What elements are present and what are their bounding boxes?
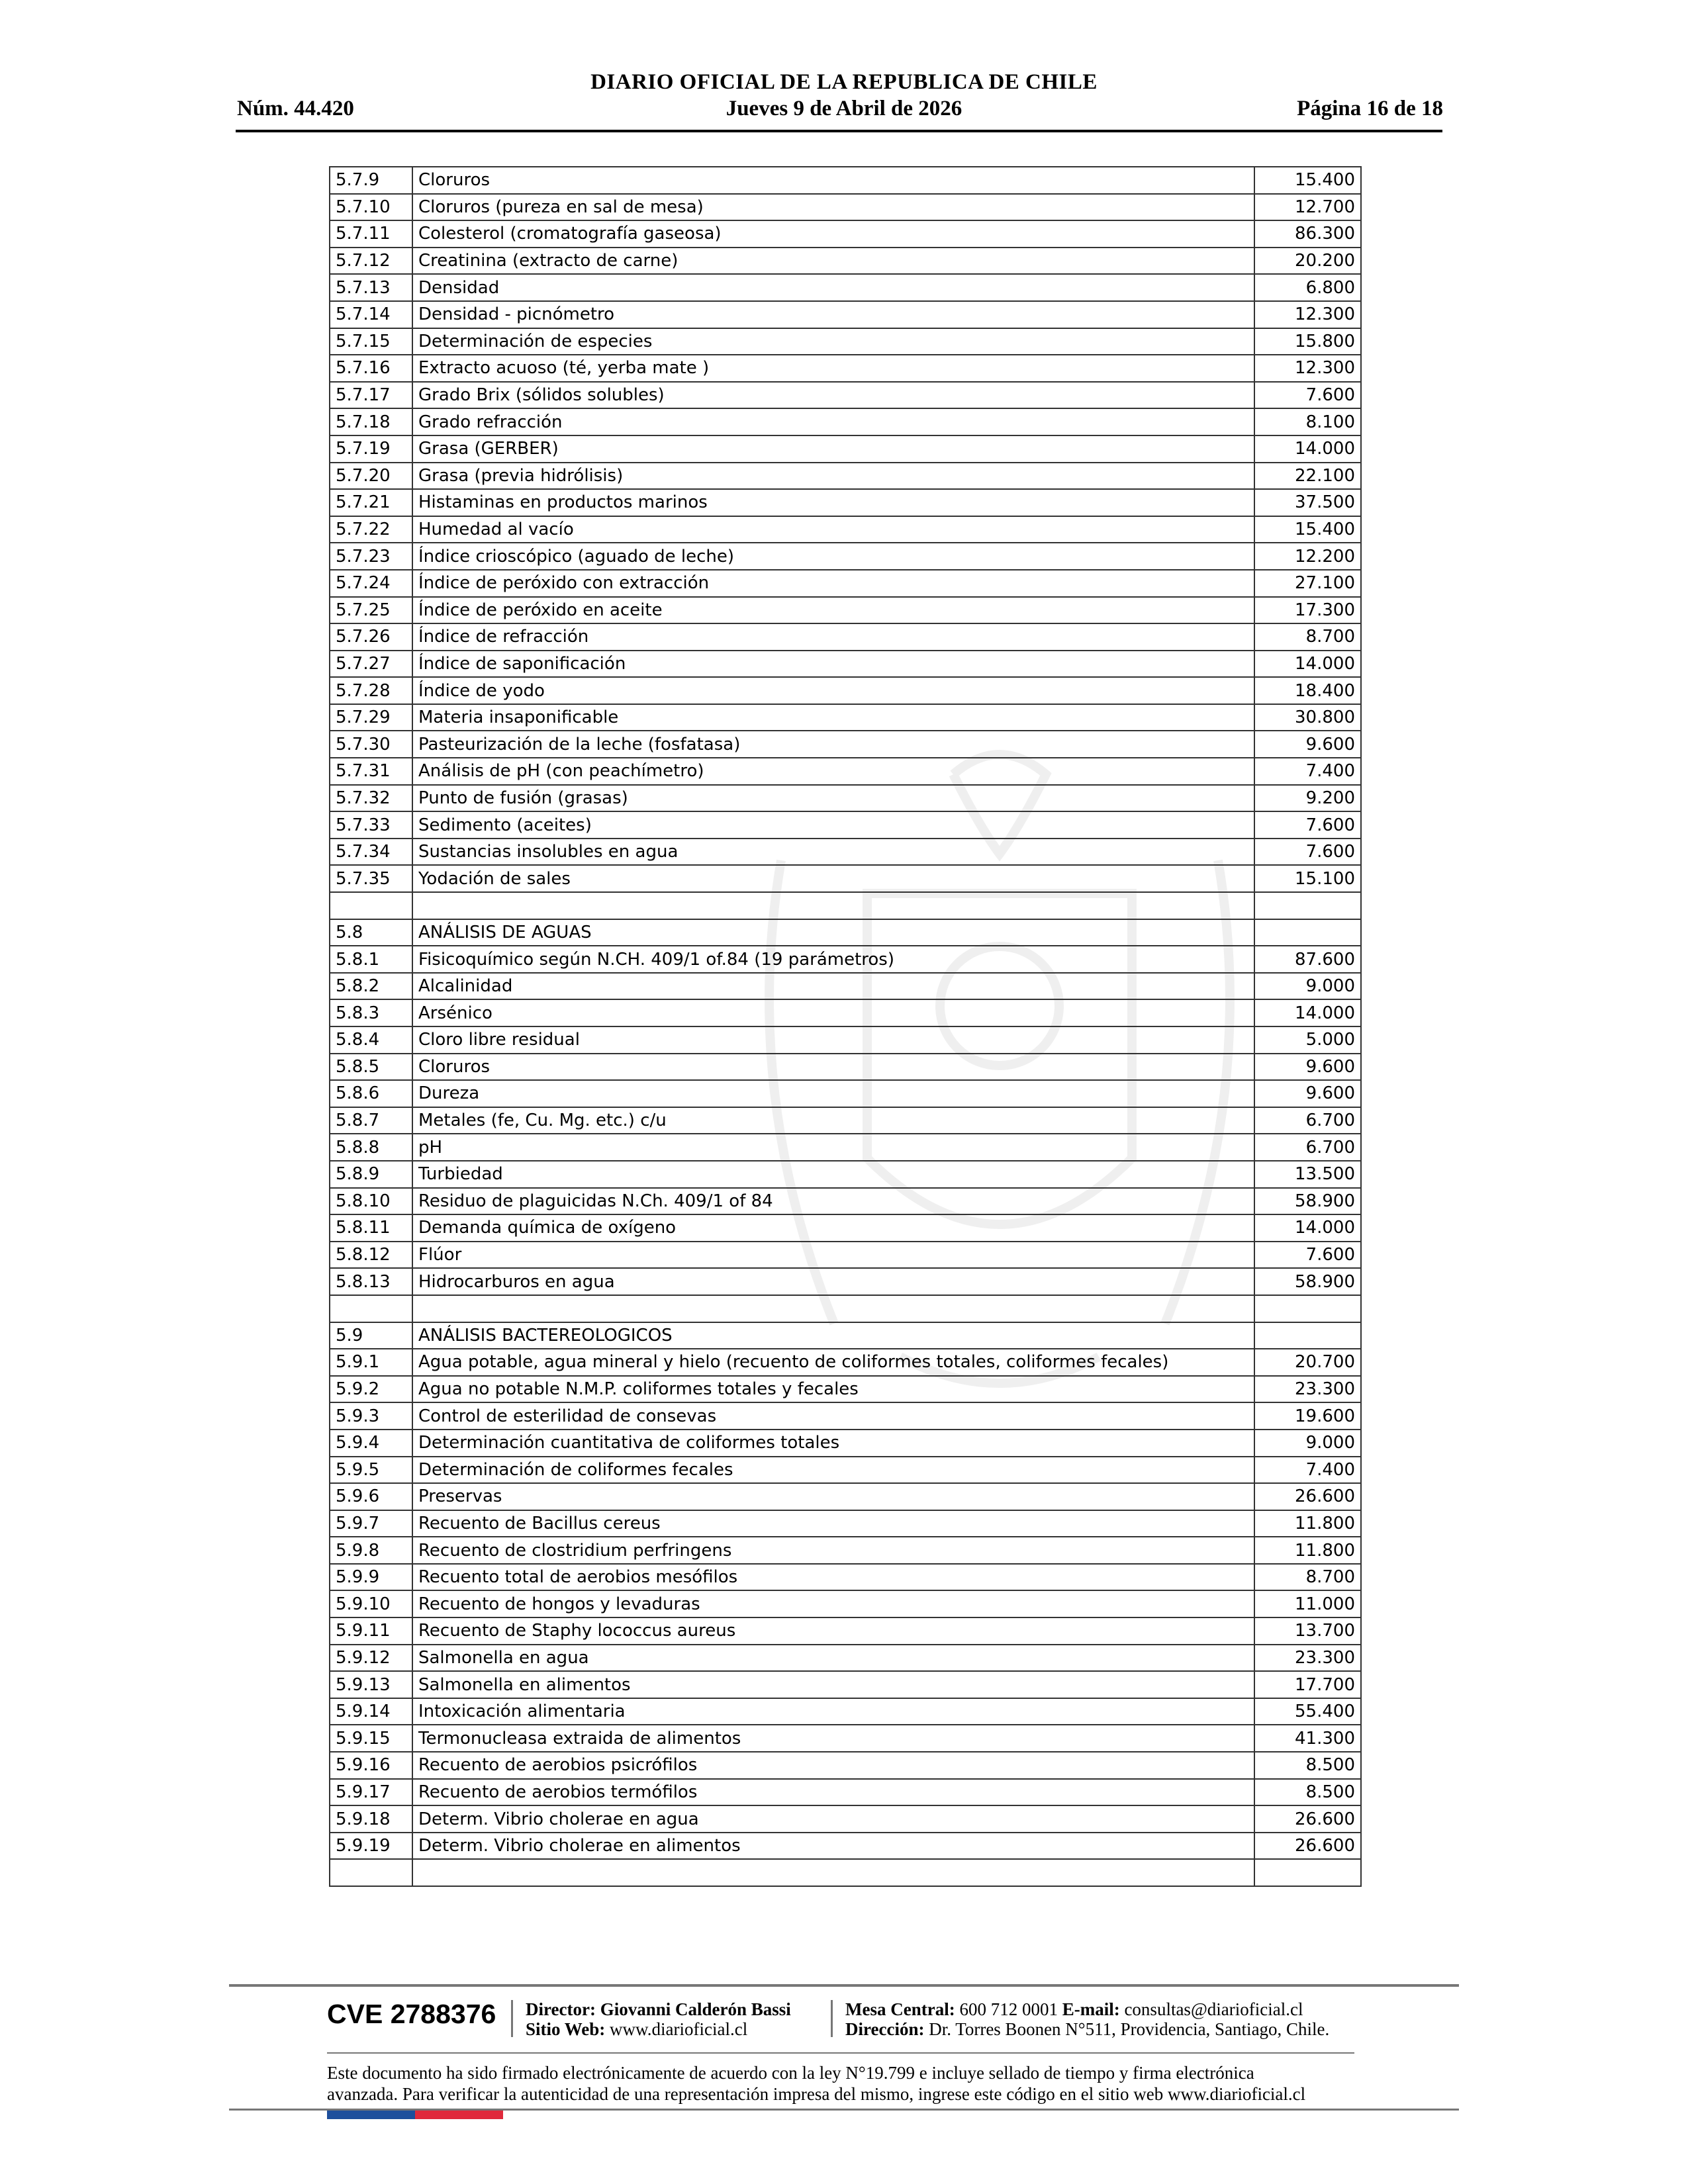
table-row: [330, 785, 1361, 812]
contact-info: [845, 1999, 1329, 2039]
item-description: Colesterol (cromatografía gaseosa): [412, 220, 1254, 248]
item-price: 7.600: [1254, 382, 1361, 409]
item-description: Turbiedad: [412, 1161, 1254, 1188]
item-description: Yodación de sales: [412, 865, 1254, 892]
table-row: [330, 1859, 1361, 1886]
table-row: [330, 435, 1361, 463]
publication-title: DIARIO OFICIAL DE LA REPUBLICA DE CHILE: [590, 70, 1098, 94]
item-price: [1254, 1859, 1361, 1886]
page-indicator: Página 16 de 18: [1297, 97, 1443, 120]
item-code: 5.7.31: [330, 758, 412, 785]
table-row: [330, 1537, 1361, 1564]
item-code: 5.7.24: [330, 570, 412, 597]
web-label: Sitio Web:: [526, 2019, 606, 2039]
item-price: [1254, 892, 1361, 919]
table-row: [330, 1134, 1361, 1161]
item-description: Recuento de Bacillus cereus: [412, 1510, 1254, 1537]
item-description: Control de esterilidad de consevas: [412, 1402, 1254, 1430]
item-code: 5.9.3: [330, 1402, 412, 1430]
item-price: 9.000: [1254, 1430, 1361, 1457]
table-row: [330, 1671, 1361, 1698]
item-code: 5.9.9: [330, 1564, 412, 1591]
table-row: [330, 1054, 1361, 1081]
item-price: 41.300: [1254, 1725, 1361, 1752]
director-label: Director:: [526, 1999, 596, 2019]
item-code: 5.7.13: [330, 274, 412, 301]
item-price: 18.400: [1254, 677, 1361, 704]
item-code: 5.9.15: [330, 1725, 412, 1752]
item-code: 5.7.30: [330, 731, 412, 758]
table-row: [330, 1483, 1361, 1510]
email-label: E-mail:: [1062, 1999, 1120, 2019]
item-description: Recuento de aerobios psicrófilos: [412, 1752, 1254, 1779]
item-price: 14.000: [1254, 1214, 1361, 1242]
address-value: Dr. Torres Boonen N°511, Providencia, Santiago, Chile.: [929, 2019, 1330, 2039]
item-code: 5.8.8: [330, 1134, 412, 1161]
item-price: [1254, 1322, 1361, 1349]
table-row: [330, 1268, 1361, 1295]
item-description: Intoxicación alimentaria: [412, 1698, 1254, 1725]
item-description: Índice de peróxido con extracción: [412, 570, 1254, 597]
item-description: Recuento de clostridium perfringens: [412, 1537, 1254, 1564]
item-description: [412, 892, 1254, 919]
item-code: 5.8.5: [330, 1054, 412, 1081]
email-link[interactable]: consultas@diarioficial.cl: [1124, 1999, 1303, 2019]
table-row: [330, 839, 1361, 866]
item-description: ANÁLISIS BACTEREOLOGICOS: [412, 1322, 1254, 1349]
item-price: 7.600: [1254, 839, 1361, 866]
item-description: Índice crioscópico (aguado de leche): [412, 543, 1254, 570]
table-row: [330, 1188, 1361, 1215]
item-price: 11.000: [1254, 1590, 1361, 1617]
item-code: 5.9.8: [330, 1537, 412, 1564]
item-description: Índice de refracción: [412, 623, 1254, 651]
director-info: [526, 1999, 791, 2039]
table-row: [330, 167, 1361, 194]
item-description: Cloruros: [412, 167, 1254, 194]
item-description: Grasa (previa hidrólisis): [412, 463, 1254, 490]
item-code: 5.7.21: [330, 489, 412, 516]
item-price: 17.300: [1254, 597, 1361, 624]
item-price: 23.300: [1254, 1645, 1361, 1672]
item-code: 5.7.20: [330, 463, 412, 490]
item-description: Determ. Vibrio cholerae en alimentos: [412, 1833, 1254, 1860]
item-code: 5.9.13: [330, 1671, 412, 1698]
item-code: 5.9.6: [330, 1483, 412, 1510]
item-code: [330, 892, 412, 919]
table-row: [330, 1295, 1361, 1322]
phone-label: Mesa Central:: [845, 1999, 955, 2019]
item-description: Creatinina (extracto de carne): [412, 248, 1254, 275]
table-row: [330, 274, 1361, 301]
table-row: [330, 463, 1361, 490]
item-description: Grasa (GERBER): [412, 435, 1254, 463]
item-price: 7.600: [1254, 1242, 1361, 1269]
table-row: [330, 301, 1361, 328]
table-row: [330, 1402, 1361, 1430]
item-code: 5.7.14: [330, 301, 412, 328]
item-price: 86.300: [1254, 220, 1361, 248]
item-price: 12.200: [1254, 543, 1361, 570]
table-row: [330, 570, 1361, 597]
item-code: 5.7.34: [330, 839, 412, 866]
item-price: 15.100: [1254, 865, 1361, 892]
item-code: 5.7.11: [330, 220, 412, 248]
item-code: 5.7.32: [330, 785, 412, 812]
item-price: 9.200: [1254, 785, 1361, 812]
item-description: Recuento de hongos y levaduras: [412, 1590, 1254, 1617]
table-row: [330, 194, 1361, 221]
item-code: 5.9.19: [330, 1833, 412, 1860]
item-price: 8.700: [1254, 1564, 1361, 1591]
footer-divider-top: [229, 1984, 1459, 1987]
item-code: 5.9.2: [330, 1376, 412, 1403]
item-price: 37.500: [1254, 489, 1361, 516]
item-code: 5.7.26: [330, 623, 412, 651]
item-price: 11.800: [1254, 1510, 1361, 1537]
item-price: 12.300: [1254, 355, 1361, 382]
item-description: Pasteurización de la leche (fosfatasa): [412, 731, 1254, 758]
item-code: 5.9.11: [330, 1617, 412, 1645]
table-row: [330, 1457, 1361, 1484]
item-code: 5.7.9: [330, 167, 412, 194]
table-row: [330, 1161, 1361, 1188]
item-price: 8.500: [1254, 1752, 1361, 1779]
item-price: 5.000: [1254, 1026, 1361, 1054]
item-price: 7.600: [1254, 811, 1361, 839]
item-price: 8.100: [1254, 408, 1361, 435]
item-code: 5.9.10: [330, 1590, 412, 1617]
table-row: [330, 1645, 1361, 1672]
item-description: Recuento de Staphy lococcus aureus: [412, 1617, 1254, 1645]
item-code: 5.8.12: [330, 1242, 412, 1269]
item-code: 5.7.15: [330, 328, 412, 355]
item-code: 5.7.22: [330, 516, 412, 543]
table-row: [330, 731, 1361, 758]
item-description: Cloro libre residual: [412, 1026, 1254, 1054]
issue-date: Jueves 9 de Abril de 2026: [726, 97, 962, 120]
item-description: [412, 1859, 1254, 1886]
item-description: Metales (fe, Cu. Mg. etc.) c/u: [412, 1107, 1254, 1134]
item-price: 12.300: [1254, 301, 1361, 328]
item-code: [330, 1859, 412, 1886]
table-row: [330, 677, 1361, 704]
item-description: Índice de yodo: [412, 677, 1254, 704]
flag-stripe-red: [415, 2111, 503, 2119]
item-description: Grado refracción: [412, 408, 1254, 435]
item-code: 5.8: [330, 919, 412, 946]
item-price: 8.500: [1254, 1779, 1361, 1806]
item-code: 5.7.23: [330, 543, 412, 570]
item-code: 5.8.3: [330, 999, 412, 1026]
item-description: Grado Brix (sólidos solubles): [412, 382, 1254, 409]
item-price: 58.900: [1254, 1188, 1361, 1215]
item-code: 5.8.7: [330, 1107, 412, 1134]
table-row: [330, 892, 1361, 919]
table-row: [330, 999, 1361, 1026]
table-row: [330, 946, 1361, 973]
item-description: Salmonella en agua: [412, 1645, 1254, 1672]
item-price: 20.700: [1254, 1349, 1361, 1376]
item-description: [412, 1295, 1254, 1322]
table-row: [330, 1026, 1361, 1054]
item-price: 9.600: [1254, 731, 1361, 758]
table-row: [330, 651, 1361, 678]
director-name: Giovanni Calderón Bassi: [600, 1999, 791, 2019]
flag-stripe-blue: [327, 2111, 415, 2119]
item-price: 26.600: [1254, 1833, 1361, 1860]
table-row: [330, 1107, 1361, 1134]
item-code: 5.8.10: [330, 1188, 412, 1215]
item-code: 5.9.14: [330, 1698, 412, 1725]
item-price: 9.600: [1254, 1080, 1361, 1107]
table-row: [330, 1617, 1361, 1645]
item-description: Cloruros: [412, 1054, 1254, 1081]
table-row: [330, 1698, 1361, 1725]
item-price: 23.300: [1254, 1376, 1361, 1403]
table-row: [330, 382, 1361, 409]
item-description: Determ. Vibrio cholerae en agua: [412, 1805, 1254, 1833]
item-code: 5.7.35: [330, 865, 412, 892]
item-price: 17.700: [1254, 1671, 1361, 1698]
item-code: 5.8.11: [330, 1214, 412, 1242]
item-price: [1254, 1295, 1361, 1322]
issue-number: Núm. 44.420: [237, 97, 354, 120]
table-row: [330, 623, 1361, 651]
item-description: Salmonella en alimentos: [412, 1671, 1254, 1698]
item-price: 9.000: [1254, 973, 1361, 1000]
item-description: Análisis de pH (con peachímetro): [412, 758, 1254, 785]
item-price: 15.400: [1254, 516, 1361, 543]
item-code: 5.7.33: [330, 811, 412, 839]
item-price: 30.800: [1254, 704, 1361, 731]
item-code: 5.7.27: [330, 651, 412, 678]
footer-divider-mid: [327, 2052, 1354, 2054]
table-row: [330, 1430, 1361, 1457]
header-divider: [236, 130, 1442, 132]
table-row: [330, 1080, 1361, 1107]
table-row: [330, 1779, 1361, 1806]
item-price: 15.400: [1254, 167, 1361, 194]
item-code: 5.9: [330, 1322, 412, 1349]
item-description: Densidad - picnómetro: [412, 301, 1254, 328]
item-description: Determinación de especies: [412, 328, 1254, 355]
item-code: 5.9.5: [330, 1457, 412, 1484]
item-description: Agua potable, agua mineral y hielo (recuento de coliformes totales, coliformes fecales): [412, 1349, 1254, 1376]
table-row: [330, 1752, 1361, 1779]
table-row: [330, 1805, 1361, 1833]
item-price: 6.800: [1254, 274, 1361, 301]
item-price: 7.400: [1254, 758, 1361, 785]
table-row: [330, 1564, 1361, 1591]
signature-note-line: Este documento ha sido firmado electrónicamente de acuerdo con la ley N°19.799 e incluye sellado de tiempo y firma electrónica: [327, 2063, 1254, 2083]
item-description: Dureza: [412, 1080, 1254, 1107]
item-price: 20.200: [1254, 248, 1361, 275]
item-code: 5.7.10: [330, 194, 412, 221]
item-description: Índice de saponificación: [412, 651, 1254, 678]
item-price: 13.700: [1254, 1617, 1361, 1645]
item-price: 6.700: [1254, 1134, 1361, 1161]
item-price: 14.000: [1254, 435, 1361, 463]
table-row: [330, 973, 1361, 1000]
item-description: Recuento total de aerobios mesófilos: [412, 1564, 1254, 1591]
item-code: 5.7.25: [330, 597, 412, 624]
item-description: Alcalinidad: [412, 973, 1254, 1000]
item-description: Humedad al vacío: [412, 516, 1254, 543]
table-row: [330, 758, 1361, 785]
item-price: 26.600: [1254, 1805, 1361, 1833]
item-code: 5.8.2: [330, 973, 412, 1000]
item-code: 5.9.17: [330, 1779, 412, 1806]
item-description: Recuento de aerobios termófilos: [412, 1779, 1254, 1806]
item-price: 11.800: [1254, 1537, 1361, 1564]
table-row: [330, 1376, 1361, 1403]
table-row: [330, 1590, 1361, 1617]
item-description: ANÁLISIS DE AGUAS: [412, 919, 1254, 946]
table-row: [330, 248, 1361, 275]
item-description: Preservas: [412, 1483, 1254, 1510]
table-row: [330, 328, 1361, 355]
web-link[interactable]: www.diarioficial.cl: [610, 2019, 748, 2039]
item-code: 5.7.16: [330, 355, 412, 382]
item-price: 14.000: [1254, 999, 1361, 1026]
table-row: [330, 355, 1361, 382]
table-row: [330, 1322, 1361, 1349]
table-row: [330, 597, 1361, 624]
signature-note: [327, 2062, 1360, 2105]
item-price: 7.400: [1254, 1457, 1361, 1484]
table-row: [330, 1833, 1361, 1860]
item-code: 5.8.1: [330, 946, 412, 973]
item-description: Hidrocarburos en agua: [412, 1268, 1254, 1295]
item-price: 87.600: [1254, 946, 1361, 973]
signature-note-line: avanzada. Para verificar la autenticidad de una representación impresa del mismo, ingrese este código en el sitio web www.diarioficial.cl: [327, 2084, 1306, 2104]
table-row: [330, 1214, 1361, 1242]
table-row: [330, 408, 1361, 435]
item-code: 5.7.12: [330, 248, 412, 275]
footer-separator: [831, 2000, 833, 2037]
item-description: pH: [412, 1134, 1254, 1161]
item-code: 5.8.9: [330, 1161, 412, 1188]
item-price: 13.500: [1254, 1161, 1361, 1188]
item-description: Densidad: [412, 274, 1254, 301]
item-code: 5.9.18: [330, 1805, 412, 1833]
table-row: [330, 811, 1361, 839]
item-price: 26.600: [1254, 1483, 1361, 1510]
item-price: 9.600: [1254, 1054, 1361, 1081]
table-row: [330, 919, 1361, 946]
item-price: 27.100: [1254, 570, 1361, 597]
tariff-table: [329, 166, 1362, 1887]
item-description: Determinación cuantitativa de coliformes totales: [412, 1430, 1254, 1457]
item-description: Sedimento (aceites): [412, 811, 1254, 839]
item-code: 5.9.16: [330, 1752, 412, 1779]
table-row: [330, 1242, 1361, 1269]
item-price: 12.700: [1254, 194, 1361, 221]
item-code: 5.7.17: [330, 382, 412, 409]
item-description: Residuo de plaguicidas N.Ch. 409/1 of 84: [412, 1188, 1254, 1215]
item-description: Cloruros (pureza en sal de mesa): [412, 194, 1254, 221]
table-row: [330, 704, 1361, 731]
item-code: 5.9.1: [330, 1349, 412, 1376]
item-price: 19.600: [1254, 1402, 1361, 1430]
table-row: [330, 865, 1361, 892]
item-code: 5.8.13: [330, 1268, 412, 1295]
item-description: Punto de fusión (grasas): [412, 785, 1254, 812]
item-code: 5.7.19: [330, 435, 412, 463]
footer-separator: [511, 2000, 513, 2037]
item-code: 5.7.29: [330, 704, 412, 731]
table-row: [330, 489, 1361, 516]
table-row: [330, 543, 1361, 570]
item-price: 58.900: [1254, 1268, 1361, 1295]
item-description: Materia insaponificable: [412, 704, 1254, 731]
table-row: [330, 1510, 1361, 1537]
item-code: [330, 1295, 412, 1322]
item-price: 22.100: [1254, 463, 1361, 490]
item-description: Termonucleasa extraida de alimentos: [412, 1725, 1254, 1752]
item-description: Flúor: [412, 1242, 1254, 1269]
item-description: Sustancias insolubles en agua: [412, 839, 1254, 866]
item-price: 55.400: [1254, 1698, 1361, 1725]
item-description: Índice de peróxido en aceite: [412, 597, 1254, 624]
item-price: 8.700: [1254, 623, 1361, 651]
item-description: Agua no potable N.M.P. coliformes totales y fecales: [412, 1376, 1254, 1403]
item-code: 5.7.28: [330, 677, 412, 704]
item-description: Fisicoquímico según N.CH. 409/1 of.84 (19 parámetros): [412, 946, 1254, 973]
table-row: [330, 1349, 1361, 1376]
address-label: Dirección:: [845, 2019, 925, 2039]
item-code: 5.8.4: [330, 1026, 412, 1054]
item-description: Extracto acuoso (té, yerba mate ): [412, 355, 1254, 382]
item-description: Demanda química de oxígeno: [412, 1214, 1254, 1242]
table-row: [330, 1725, 1361, 1752]
table-row: [330, 516, 1361, 543]
item-price: [1254, 919, 1361, 946]
phone-value: 600 712 0001: [959, 1999, 1058, 2019]
item-price: 15.800: [1254, 328, 1361, 355]
table-row: [330, 220, 1361, 248]
item-code: 5.9.7: [330, 1510, 412, 1537]
cve-code: CVE 2788376: [327, 1999, 496, 2029]
item-code: 5.9.4: [330, 1430, 412, 1457]
item-price: 6.700: [1254, 1107, 1361, 1134]
item-description: Determinación de coliformes fecales: [412, 1457, 1254, 1484]
item-description: Histaminas en productos marinos: [412, 489, 1254, 516]
item-code: 5.8.6: [330, 1080, 412, 1107]
item-price: 14.000: [1254, 651, 1361, 678]
item-description: Arsénico: [412, 999, 1254, 1026]
item-code: 5.9.12: [330, 1645, 412, 1672]
item-code: 5.7.18: [330, 408, 412, 435]
